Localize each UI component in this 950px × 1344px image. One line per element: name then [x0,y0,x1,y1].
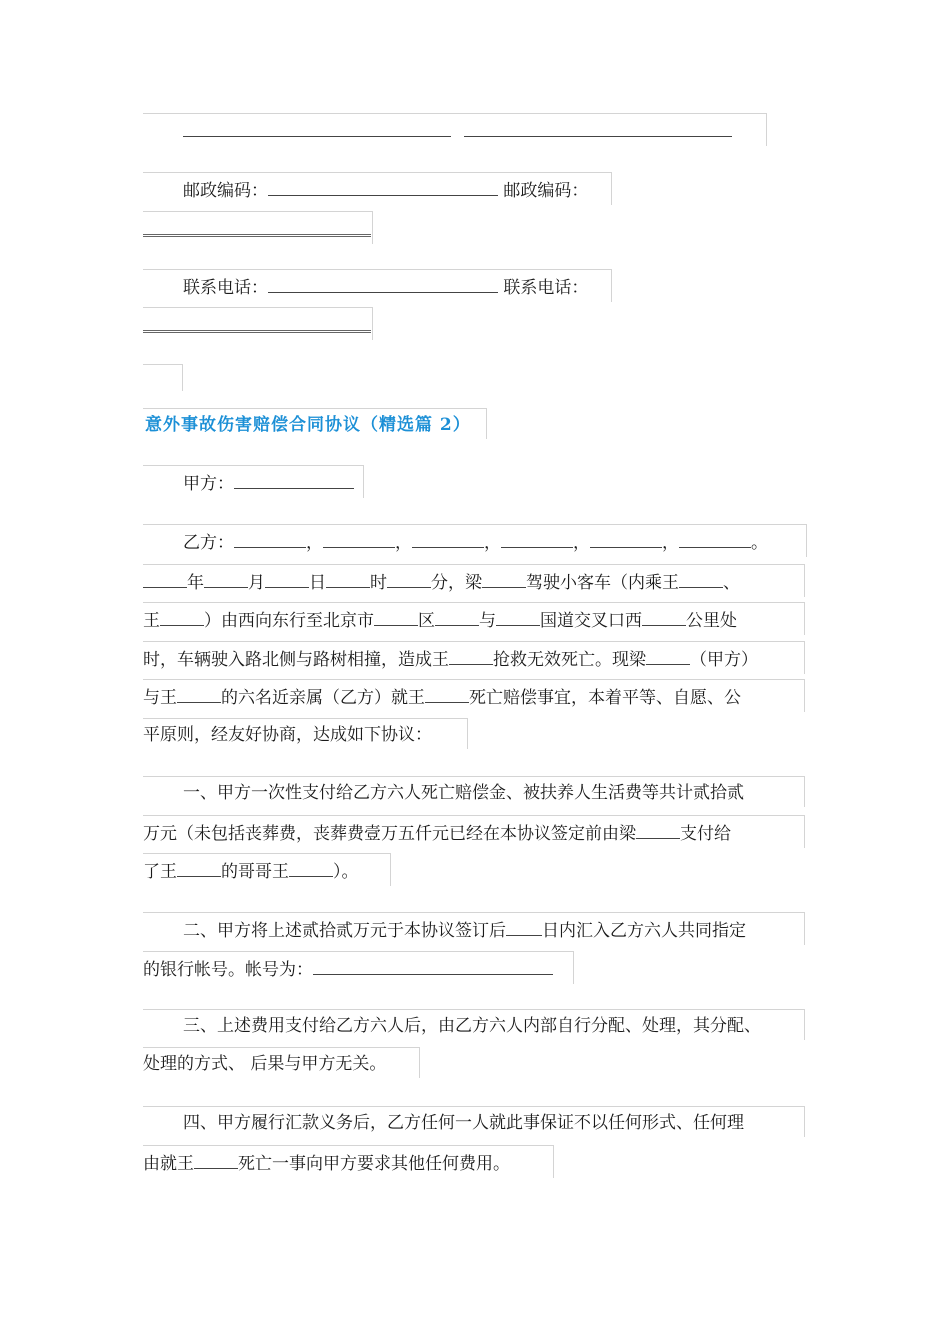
text: 王 [143,611,160,631]
blank-line [636,822,680,839]
party-b-row [143,524,807,557]
text: 死亡一事向甲方要求其他任何费用。 [238,1154,510,1174]
facts-line-1 [143,564,805,597]
text: ）。 [333,862,359,882]
text: 驾驶小客车（内乘王 [526,573,679,593]
text: 与王 [143,688,177,708]
text: 年 [187,573,204,593]
blank-line [506,919,542,936]
blank-line [268,179,498,196]
blank-line [412,531,484,548]
blank-line [679,531,751,548]
blank-line [177,686,221,703]
blank-line [425,686,469,703]
text: 由就王 [143,1154,194,1174]
text: 了王 [143,862,177,882]
blank-line [234,531,306,548]
text: 公里处 [686,611,737,631]
blank-line [268,276,498,293]
blank-line [143,218,371,237]
text: 的银行帐号。帐号为： [143,960,313,980]
text: 的六名近亲属（乙方）就王 [221,688,425,708]
empty-cell [143,364,183,391]
text: 的哥哥王 [221,862,289,882]
party-a-row [143,465,364,498]
phone-row [143,269,612,302]
blank-line [642,609,686,626]
blank-line [160,609,204,626]
separator: ， [306,533,323,553]
text: 万元（未包括丧葬费，丧葬费壹万五仟元已经在本协议签定前由梁 [143,824,636,844]
facts-line-2 [143,602,805,635]
blank-line [323,531,395,548]
party-b-label: 乙方： [183,533,234,553]
text: 支付给 [680,824,731,844]
blank-line [374,609,418,626]
text: 死亡赔偿事宜，本着平等、自愿、公 [469,688,741,708]
blank-line [204,571,248,588]
blank-line [265,571,309,588]
postcode-row [143,172,612,205]
text: 二、甲方将上述贰拾贰万元于本协议签订后 [183,921,506,941]
text: 抢救无效死亡。现梁 [493,650,646,670]
clause3-line-2: 处理的方式、 后果与甲方无关。 [143,1047,420,1078]
text: 日内汇入乙方六人共同指定 [542,921,746,941]
separator: ， [662,533,679,553]
separator: ， [484,533,501,553]
blank-line [289,860,333,877]
separator: ， [395,533,412,553]
text: （甲方） [690,650,758,670]
blank-line [679,571,723,588]
facts-line-4 [143,679,805,712]
section-title: 意外事故伤害赔偿合同协议（精选篇 2） [143,408,487,439]
blank-line [234,472,354,489]
phone-blank-row [143,307,373,340]
facts-line-3 [143,641,805,674]
period: 。 [751,533,768,553]
blank-line [464,120,732,137]
separator: ， [573,533,590,553]
clause2-line-1 [143,912,805,945]
facts-line-5: 平原则，经友好协商，达成如下协议： [143,718,468,749]
phone-label-a: 联系电话： [183,278,268,298]
blank-line [501,531,573,548]
clause1-line-2 [143,815,805,848]
blank-line [177,860,221,877]
clause4-line-2 [143,1145,554,1178]
party-a-label: 甲方： [183,474,234,494]
postcode-blank-row [143,211,373,244]
blank-line [194,1152,238,1169]
blank-line [387,571,431,588]
blank-line [449,648,493,665]
blank-line [143,314,371,333]
text: 区 [418,611,435,631]
text: 分，梁 [431,573,482,593]
clause3-line-1: 三、上述费用支付给乙方六人后，由乙方六人内部自行分配、处理，其分配、 [143,1009,805,1040]
text: 日 [309,573,326,593]
text: 国道交叉口西 [540,611,642,631]
text: 与 [479,611,496,631]
blank-line [143,571,187,588]
clause1-line-3 [143,853,391,886]
blank-line [183,120,451,137]
postcode-label-b: 邮政编码： [503,181,589,201]
blank-line [435,609,479,626]
clause4-line-1: 四、甲方履行汇款义务后，乙方任何一人就此事保证不以任何形式、任何理 [143,1106,805,1137]
text: 、 [723,573,740,593]
phone-label-b: 联系电话： [503,278,589,298]
signature-blank-row [143,113,767,146]
blank-line [590,531,662,548]
text: ）由西向东行至北京市 [204,611,374,631]
postcode-label-a: 邮政编码： [183,181,268,201]
blank-line [326,571,370,588]
blank-line [482,571,526,588]
blank-line [496,609,540,626]
blank-line [646,648,690,665]
blank-line [313,958,553,975]
clause2-line-2 [143,951,574,984]
text: 月 [248,573,265,593]
clause1-line-1: 一、甲方一次性支付给乙方六人死亡赔偿金、被扶养人生活费等共计贰拾贰 [143,776,805,807]
text: 时，车辆驶入路北侧与路树相撞，造成王 [143,650,449,670]
text: 时 [370,573,387,593]
